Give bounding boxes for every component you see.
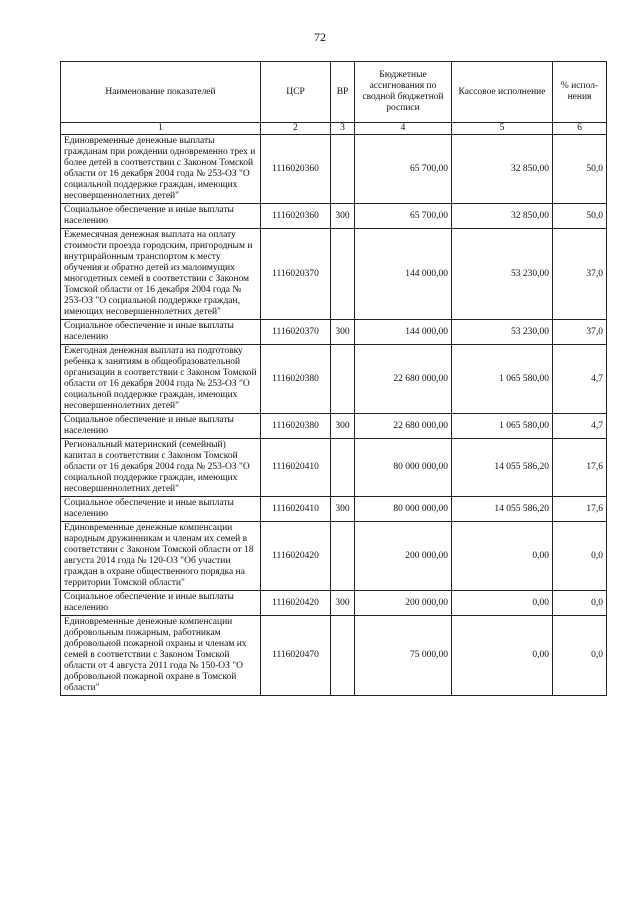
cell-name: Социальное обеспечение и иные выплаты населению	[61, 204, 261, 229]
cell-budget: 22 680 000,00	[355, 345, 452, 414]
cell-vr	[331, 616, 355, 696]
cell-percent: 17,6	[553, 439, 607, 497]
cell-name: Социальное обеспечение и иные выплаты населению	[61, 591, 261, 616]
cell-percent: 17,6	[553, 497, 607, 522]
header-budget: Бюджетные ассигнования по сводной бюджетной росписи	[355, 62, 452, 123]
cell-cash: 0,00	[452, 591, 553, 616]
cell-budget: 80 000 000,00	[355, 439, 452, 497]
cell-cash: 32 850,00	[452, 204, 553, 229]
cell-vr	[331, 229, 355, 320]
cell-budget: 144 000,00	[355, 229, 452, 320]
cell-name: Социальное обеспечение и иные выплаты населению	[61, 414, 261, 439]
column-number: 3	[331, 123, 355, 135]
cell-cash: 14 055 586,20	[452, 497, 553, 522]
cell-budget: 80 000 000,00	[355, 497, 452, 522]
cell-cash: 0,00	[452, 616, 553, 696]
cell-csr: 1116020410	[261, 439, 331, 497]
header-csr: ЦСР	[261, 62, 331, 123]
cell-percent: 50,0	[553, 204, 607, 229]
cell-cash: 0,00	[452, 522, 553, 591]
cell-percent: 0,0	[553, 616, 607, 696]
cell-vr: 300	[331, 591, 355, 616]
cell-csr: 1116020370	[261, 320, 331, 345]
cell-vr: 300	[331, 497, 355, 522]
column-number: 5	[452, 123, 553, 135]
page-number: 72	[314, 30, 326, 44]
cell-name: Ежегодная денежная выплата на подготовку ребенка к занятиям в общеобразовательной организации в соответствии с Законом Томской области от 16 декабря 2004 года № 253-ОЗ "О социальной поддержке граждан, имеющих несовершеннолетних детей"	[61, 345, 261, 414]
table-row	[61, 497, 607, 522]
cell-csr: 1116020380	[261, 345, 331, 414]
table-row	[61, 204, 607, 229]
cell-vr: 300	[331, 320, 355, 345]
cell-cash: 53 230,00	[452, 320, 553, 345]
cell-vr	[331, 345, 355, 414]
table-row	[61, 229, 607, 320]
cell-percent: 4,7	[553, 414, 607, 439]
cell-percent: 37,0	[553, 229, 607, 320]
cell-csr: 1116020470	[261, 616, 331, 696]
cell-percent: 37,0	[553, 320, 607, 345]
table-row	[61, 320, 607, 345]
cell-name: Социальное обеспечение и иные выплаты населению	[61, 497, 261, 522]
cell-budget: 65 700,00	[355, 135, 452, 204]
column-number: 6	[553, 123, 607, 135]
table-row	[61, 414, 607, 439]
column-number: 4	[355, 123, 452, 135]
cell-cash: 14 055 586,20	[452, 439, 553, 497]
cell-csr: 1116020360	[261, 135, 331, 204]
cell-csr: 1116020420	[261, 522, 331, 591]
cell-vr: 300	[331, 204, 355, 229]
table-row	[61, 591, 607, 616]
cell-percent: 0,0	[553, 591, 607, 616]
cell-budget: 22 680 000,00	[355, 414, 452, 439]
cell-vr	[331, 522, 355, 591]
table-header-row	[61, 62, 607, 123]
cell-budget: 65 700,00	[355, 204, 452, 229]
cell-vr	[331, 439, 355, 497]
table-row	[61, 439, 607, 497]
header-name: Наименование показателей	[61, 62, 261, 123]
cell-cash: 32 850,00	[452, 135, 553, 204]
cell-name: Ежемесячная денежная выплата на оплату стоимости проезда городским, пригородным и внутрирайонным транспортом к месту обучения и обратно детей из малоимущих многодетных семей в соответствии с Законом Томской области от 16 декабря 2004 года № 253-ОЗ "О социальной поддержке граждан, имеющих несовершеннолетних детей"	[61, 229, 261, 320]
column-number: 1	[61, 123, 261, 135]
cell-cash: 53 230,00	[452, 229, 553, 320]
cell-csr: 1116020410	[261, 497, 331, 522]
table-row	[61, 522, 607, 591]
cell-budget: 144 000,00	[355, 320, 452, 345]
cell-cash: 1 065 580,00	[452, 414, 553, 439]
header-vr: ВР	[331, 62, 355, 123]
cell-name: Единовременные денежные компенсации народным дружинникам и членам их семей в соответствии с Законом Томской области от 18 августа 2014 года № 120-ОЗ "Об участии граждан в охране общественного порядка на территории Томской области"	[61, 522, 261, 591]
budget-execution-table	[60, 61, 607, 696]
cell-percent: 4,7	[553, 345, 607, 414]
cell-budget: 200 000,00	[355, 522, 452, 591]
cell-csr: 1116020380	[261, 414, 331, 439]
table-row	[61, 345, 607, 414]
cell-name: Единовременные денежные выплаты гражданам при рождении одновременно трех и более детей в соответствии с Законом Томской области от 16 декабря 2004 года № 253-ОЗ "О социальной поддержке граждан, имеющих несовершеннолетних детей"	[61, 135, 261, 204]
cell-percent: 0,0	[553, 522, 607, 591]
cell-percent: 50,0	[553, 135, 607, 204]
table-row	[61, 135, 607, 204]
header-percent: % испол-нения	[553, 62, 607, 123]
cell-budget: 200 000,00	[355, 591, 452, 616]
header-cash: Кассовое исполнение	[452, 62, 553, 123]
cell-name: Единовременные денежные компенсации добровольным пожарным, работникам добровольной пожарной охраны и членам их семей в соответствии с Законом Томской области от 4 августа 2011 года № 150-ОЗ "О добровольной пожарной охране в Томской области"	[61, 616, 261, 696]
cell-vr: 300	[331, 414, 355, 439]
column-number-row	[61, 123, 607, 135]
cell-vr	[331, 135, 355, 204]
cell-csr: 1116020360	[261, 204, 331, 229]
cell-csr: 1116020420	[261, 591, 331, 616]
table-row	[61, 616, 607, 696]
cell-cash: 1 065 580,00	[452, 345, 553, 414]
column-number: 2	[261, 123, 331, 135]
cell-budget: 75 000,00	[355, 616, 452, 696]
cell-name: Региональный материнский (семейный) капитал в соответствии с Законом Томской области от 16 декабря 2004 года № 253-ОЗ "О социальной поддержке граждан, имеющих несовершеннолетних детей"	[61, 439, 261, 497]
cell-csr: 1116020370	[261, 229, 331, 320]
cell-name: Социальное обеспечение и иные выплаты населению	[61, 320, 261, 345]
